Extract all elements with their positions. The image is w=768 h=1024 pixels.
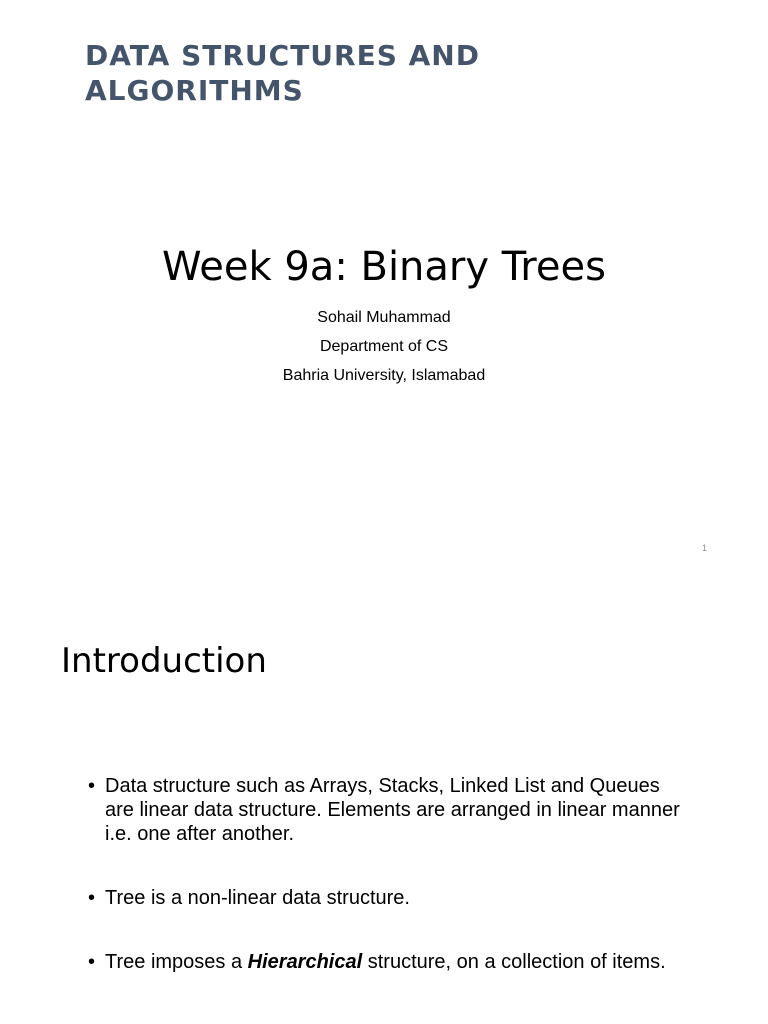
bullet-item (88, 950, 688, 974)
section-title: Introduction (61, 641, 267, 681)
introduction-slide (0, 576, 768, 1024)
bullet-text: Tree is a non-linear data structure. (105, 887, 410, 909)
course-title: DATA STRUCTURES AND ALGORITHMS (85, 39, 480, 107)
bullet-list (88, 774, 688, 974)
university: Bahria University, Islamabad (282, 367, 486, 384)
author-name: Sohail Muhammad (317, 309, 451, 326)
slide-number: 1 (701, 543, 707, 553)
lecture-title: Week 9a: Binary Trees (162, 244, 606, 290)
bullet-text-after: structure, on a collection of items. (362, 951, 666, 973)
bullet-icon: • (88, 887, 96, 909)
bullet-item (88, 774, 688, 846)
bullet-item (88, 886, 688, 910)
department: Department of CS (319, 338, 449, 355)
bullet-icon: • (88, 951, 96, 973)
bullet-icon: • (88, 775, 96, 797)
bullet-emphasis: Hierarchical (247, 951, 363, 973)
bullet-text-before: Tree imposes a (105, 951, 248, 973)
bullet-text: Data structure such as Arrays, Stacks, Linked List and Queues are linear data structure. Elements are arranged in linear manner i.e. one after another. (105, 775, 680, 845)
author-block (0, 303, 768, 390)
